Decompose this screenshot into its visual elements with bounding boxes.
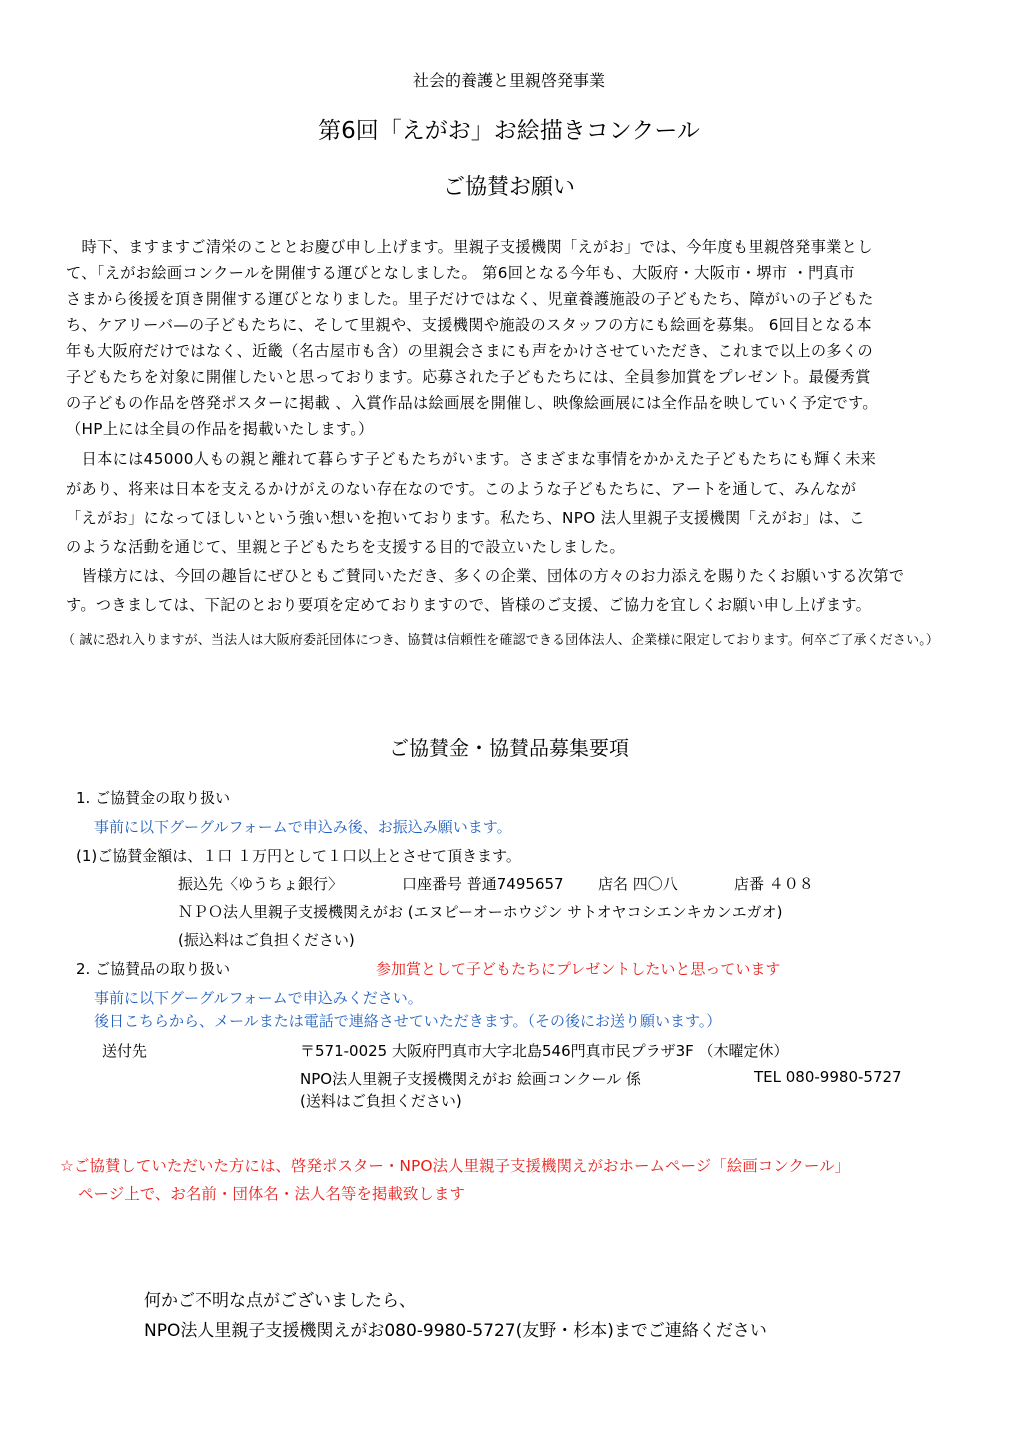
recipient-tel: TEL 080-9980-5727: [754, 1068, 902, 1086]
account-holder: ＮＰＯ法人里親子支援機関えがお (エヌピーオーホウジン サトオヤコシエンキカンエガオ): [178, 903, 783, 921]
bank-label: 振込先〈ゆうちょ銀行〉: [178, 875, 344, 893]
recipient-name: NPO法人里親子支援機関えがお 絵画コンクール 係: [300, 1070, 642, 1088]
transfer-fee-note: (振込料はご負担ください): [178, 931, 355, 949]
item2-instruction-2: 後日こちらから、メールまたは電話で連絡させていただきます。（その後にお送り願います。）: [94, 1012, 722, 1030]
contact-line-1: 何かご不明な点がございましたら、: [144, 1291, 416, 1311]
intro-line: 「えがお」になってほしいという強い想いを抱いております。私たち、NPO 法人里親子支援機関「えがお」は、こ: [66, 509, 865, 527]
sponsor-notice-line-2: ページ上で、お名前・団体名・法人名等を掲載致します: [78, 1185, 465, 1203]
branch-name: 店名 四〇八: [598, 875, 678, 893]
intro-line: 子どもたちを対象に開催したいと思っております。応募された子どもたちには、全員参加賞をプレゼント。最優秀賞: [66, 368, 871, 386]
intro-line: て、「えがお絵画コンクールを開催する運びとなしました。 第6回となる今年も、大阪府・大阪市・堺市 ・門真市: [66, 264, 855, 282]
intro-line: 時下、ますますご清栄のこととお慶び申し上げます。里親子支援機関「えがお」では、今年度も里親啓発事業とし: [66, 238, 873, 256]
document-title: 第6回「えがお」お絵描きコンクール: [318, 118, 700, 144]
intro-line: さまから後援を頂き開催する運びとなりました。里子だけではなく、児童養護施設の子どもたち、障がいの子どもた: [66, 290, 874, 308]
destination-address: 〒571-0025 大阪府門真市大字北島546門真市民プラザ3F （木曜定休）: [300, 1042, 789, 1060]
item1-amount: (1)ご協賛金額は、１口 １万円として１口以上とさせて頂きます。: [76, 847, 521, 865]
item2-instruction-1: 事前に以下グーグルフォームで申込みください。: [94, 989, 423, 1007]
shipping-fee-note: (送料はご負担ください): [300, 1092, 462, 1110]
contact-line-2: NPO法人里親子支援機関えがお080-9980-5727(友野・杉本)までご連絡ください: [144, 1321, 767, 1341]
intro-line: のような活動を通じて、里親と子どもたちを支援する目的で設立いたしました。: [66, 538, 626, 556]
item1-instruction: 事前に以下グーグルフォームで申込み後、お振込み願います。: [94, 818, 512, 836]
requirements-heading: ご協賛金・協賛品募集要項: [389, 736, 629, 760]
intro-line: の子どもの作品を啓発ポスターに掲載 、入賞作品は絵画展を開催し、映像絵画展には全作品を映していく予定です。: [66, 394, 878, 412]
item2-title: 2. ご協賛品の取り扱い: [76, 960, 231, 978]
intro-line: 日本には45000人もの親と離れて暮らす子どもたちがいます。さまざまな事情をかかえた子どもたちにも輝く未来: [66, 450, 877, 468]
intro-line: （HP上には全員の作品を掲載いたします。）: [66, 420, 374, 438]
destination-label: 送付先: [102, 1042, 148, 1060]
intro-line: 皆様方には、今回の趣旨にぜひともご賛同いただき、多くの企業、団体の方々のお力添えを賜りたくお願いする次第で: [66, 567, 905, 585]
item2-highlight: 参加賞として子どもたちにプレゼントしたいと思っています: [376, 960, 781, 978]
intro-line: があり、将来は日本を支えるかけがえのない存在なのです。このような子どもたちに、アートを通して、みんなが: [66, 480, 857, 498]
document-heading: ご協賛お願い: [442, 175, 575, 200]
sponsor-notice-line-1: ☆ご協賛していただいた方には、啓発ポスター・NPO法人里親子支援機関えがおホームページ「絵画コンクール」: [60, 1157, 851, 1175]
intro-line: ち、ケアリーバ—の子どもたちに、そして里親や、支援機関や施設のスタッフの方にも絵画を募集。 6回目となる本: [66, 316, 872, 334]
intro-note: （ 誠に恐れ入りますが、当法人は大阪府委託団体につき、協賛は信頼性を確認できる団体法人、企業様に限定しております。何卒ご了承ください。）: [62, 633, 940, 648]
account-number: 口座番号 普通7495657: [402, 875, 564, 893]
intro-line: 年も大阪府だけではなく、近畿（名古屋市も含）の里親会さまにも声をかけさせていただき、これまで以上の多くの: [66, 342, 874, 360]
item1-title: 1. ご協賛金の取り扱い: [76, 789, 231, 807]
intro-line: す。つきましては、下記のとおり要項を定めておりますので、皆様のご支援、ご協力を宜しくお願い申し上げます。: [66, 596, 872, 614]
document-subtitle: 社会的養護と里親啓発事業: [412, 71, 605, 90]
branch-number: 店番 ４０８: [734, 875, 814, 893]
